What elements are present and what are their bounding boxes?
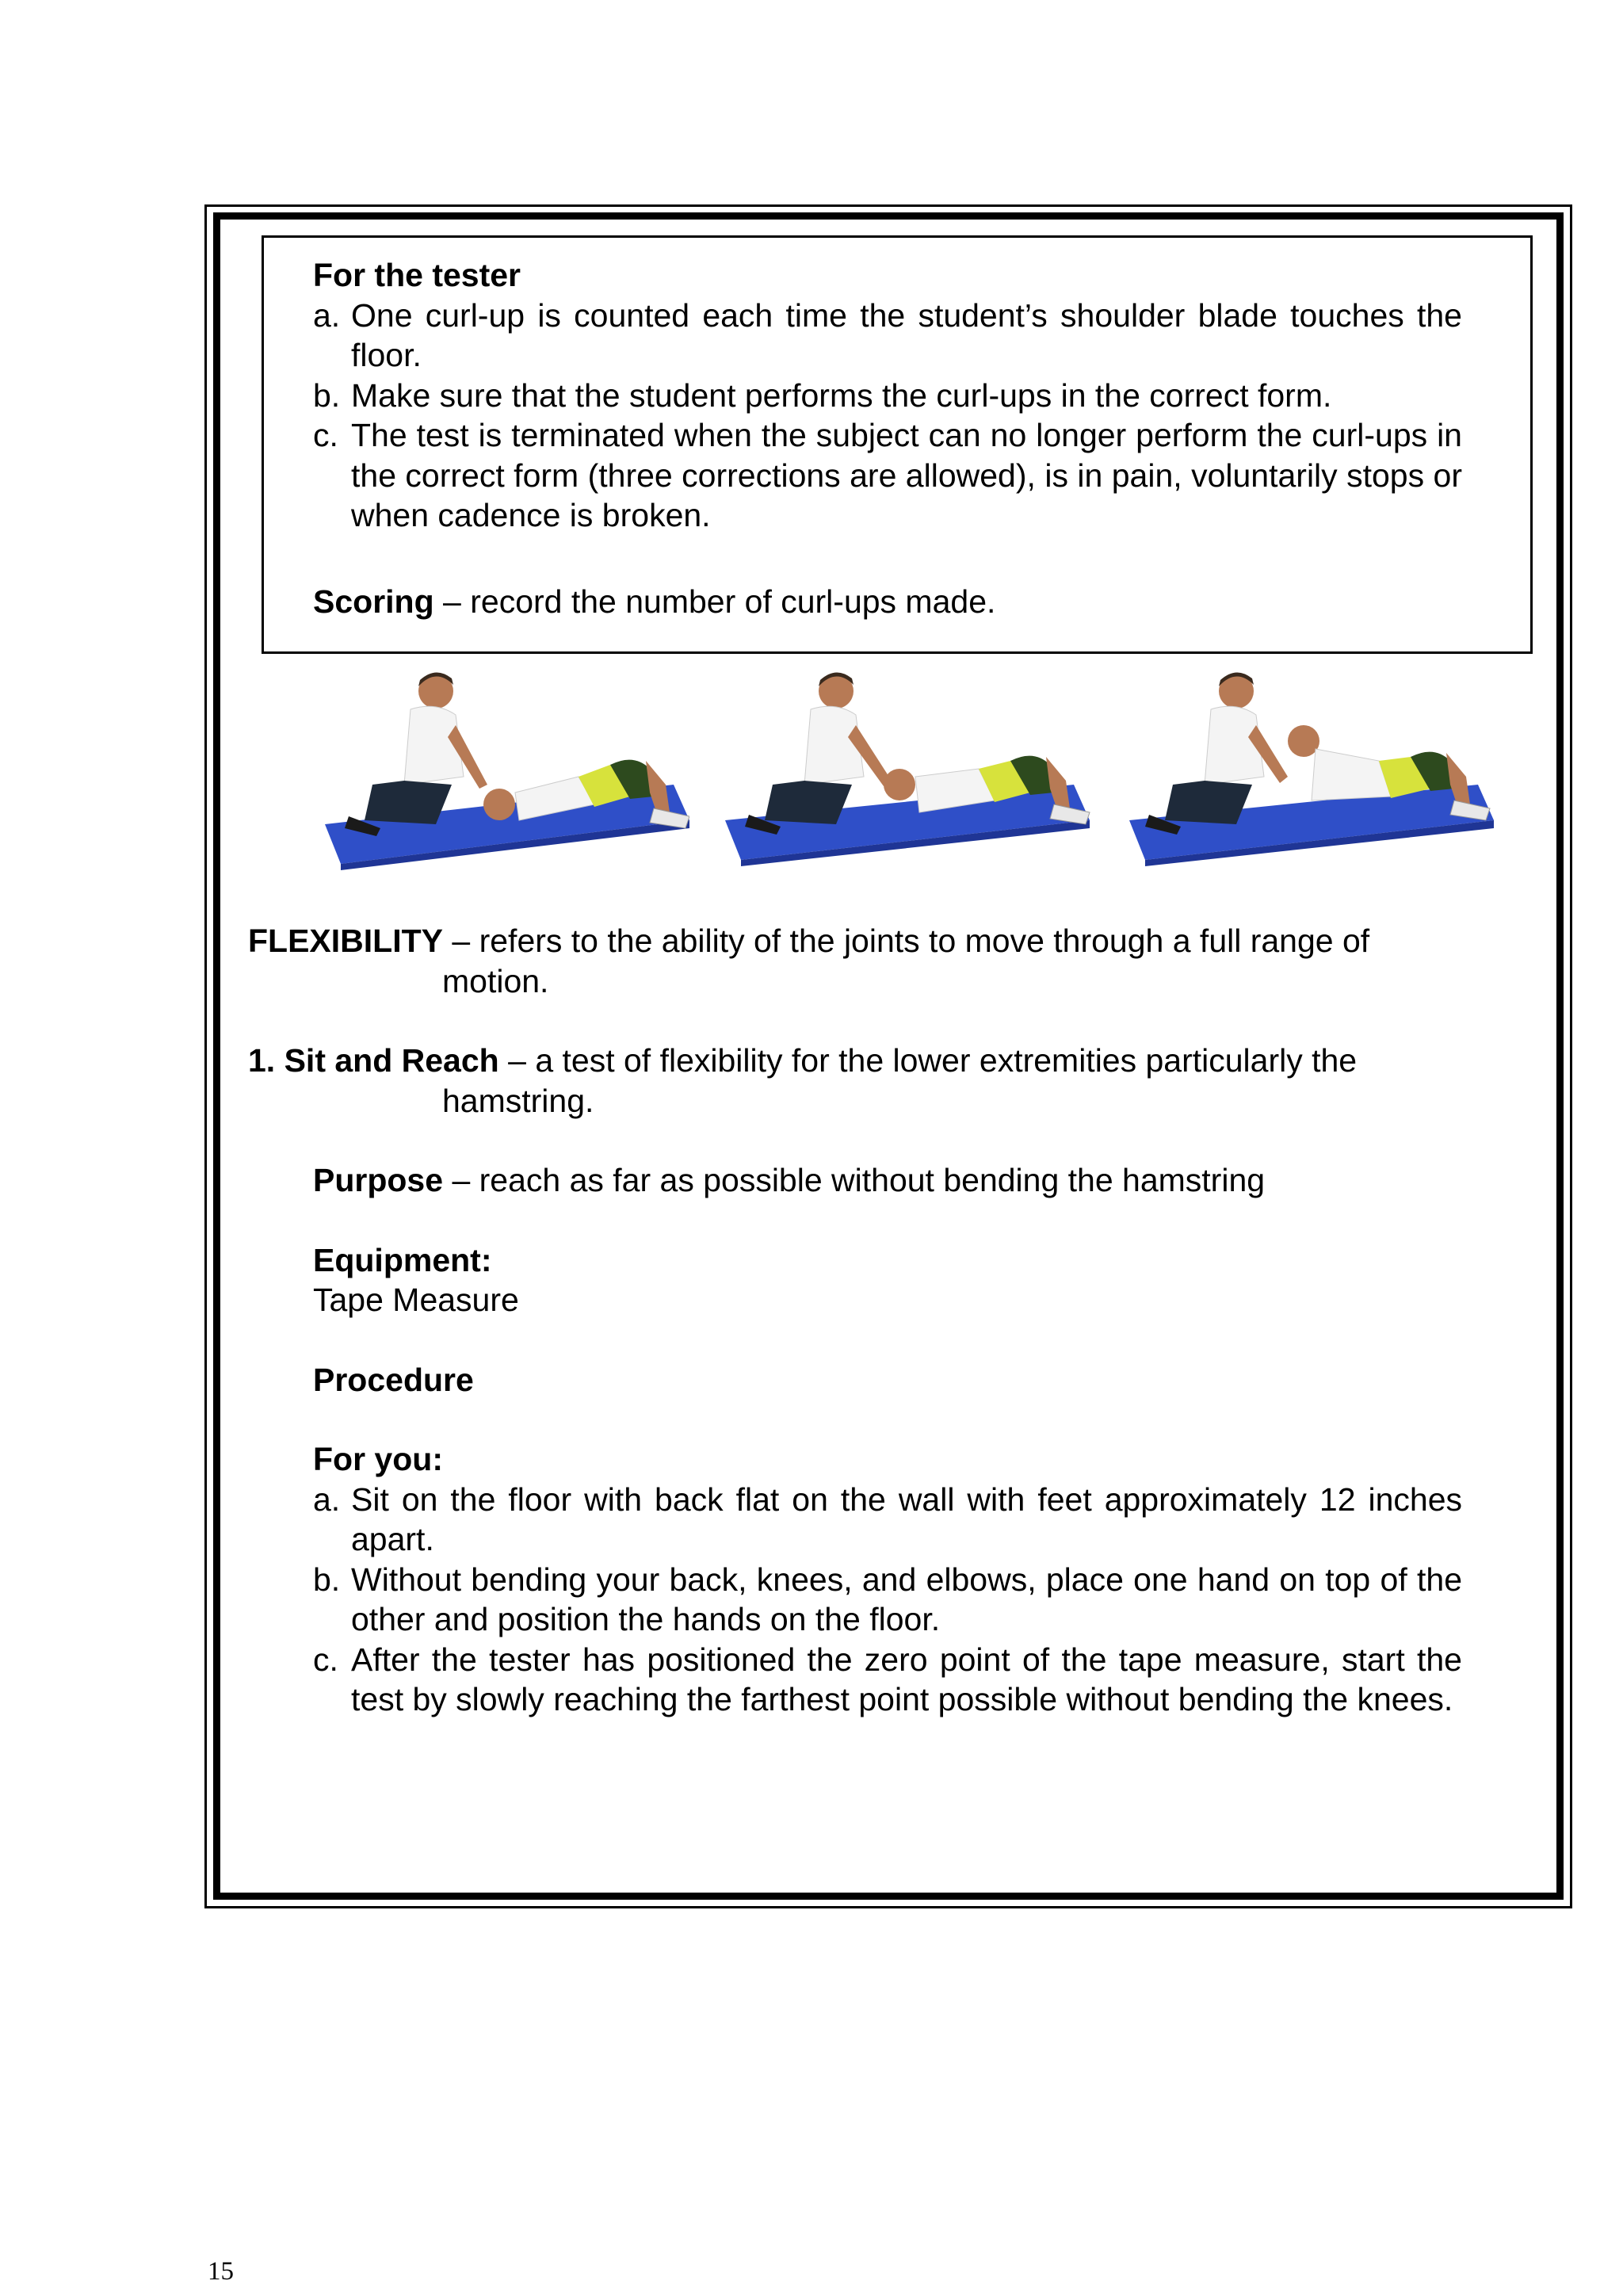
list-item-text: Sit on the floor with back flat on the wall with feet approximately 12 inches apart.: [351, 1480, 1462, 1557]
list-item: [313, 415, 1462, 536]
sit-and-reach-term: 1. Sit and Reach: [248, 1042, 499, 1079]
list-item-text: The test is terminated when the subject can no longer perform the curl-ups in the correct form (three corrections are allowed), is in pain, voluntarily stops or when cadence is broken.: [351, 417, 1462, 533]
curl-up-photo-3: [1125, 666, 1498, 872]
flexibility-definition: [248, 921, 1462, 1001]
list-item-text: Make sure that the student performs the curl-ups in the correct form.: [351, 376, 1332, 414]
scoring-text: – record the number of curl-ups made.: [443, 583, 996, 620]
sit-and-reach-definition: [248, 1041, 1462, 1121]
page-number: 15: [208, 2257, 234, 2286]
list-item-text: Without bending your back, knees, and elbows, place one hand on top of the other and position the hands on the floor.: [351, 1561, 1462, 1637]
list-marker: c.: [313, 417, 338, 453]
flexibility-definition-text: – refers to the ability of the joints to move through a full range of: [452, 923, 1370, 959]
list-item-text: After the tester has positioned the zero point of the tape measure, start the test by slowly reaching the farthest point possible without bending the knees.: [351, 1641, 1462, 1717]
purpose-text: – reach as far as possible without bending the hamstring: [452, 1162, 1266, 1198]
sit-and-reach-definition-text: – a test of flexibility for the lower extremities particularly the: [508, 1042, 1358, 1079]
flexibility-term: FLEXIBILITY: [248, 923, 443, 959]
purpose-line: [313, 1160, 1462, 1201]
curl-up-photo-sequence: [317, 666, 1506, 872]
list-marker: a.: [313, 296, 341, 334]
flexibility-definition-cont: motion.: [442, 962, 549, 999]
list-item: [313, 296, 1462, 376]
sit-and-reach-details: [313, 1160, 1462, 1720]
list-item: [313, 1560, 1462, 1640]
scoring-line: [313, 582, 1462, 622]
sit-and-reach-definition-cont: hamstring.: [442, 1082, 594, 1119]
equipment-label: Equipment:: [313, 1241, 492, 1278]
tester-heading: For the tester: [313, 257, 521, 293]
list-marker: c.: [313, 1641, 338, 1678]
tester-section: [313, 255, 1462, 621]
list-item: [313, 1480, 1462, 1560]
purpose-label: Purpose: [313, 1162, 444, 1198]
list-item: [313, 1640, 1462, 1720]
list-marker: b.: [313, 376, 341, 414]
list-marker: b.: [313, 1561, 341, 1598]
curl-up-photo-2: [721, 666, 1094, 872]
list-item-text: One curl-up is counted each time the student’s shoulder blade touches the floor.: [351, 296, 1462, 373]
procedure-label: Procedure: [313, 1361, 474, 1398]
curl-up-photo-1: [317, 666, 689, 872]
list-item: [313, 376, 1462, 416]
scoring-label: Scoring: [313, 583, 434, 620]
for-you-label: For you:: [313, 1441, 443, 1477]
list-marker: a.: [313, 1480, 341, 1518]
equipment-text: Tape Measure: [313, 1282, 519, 1318]
